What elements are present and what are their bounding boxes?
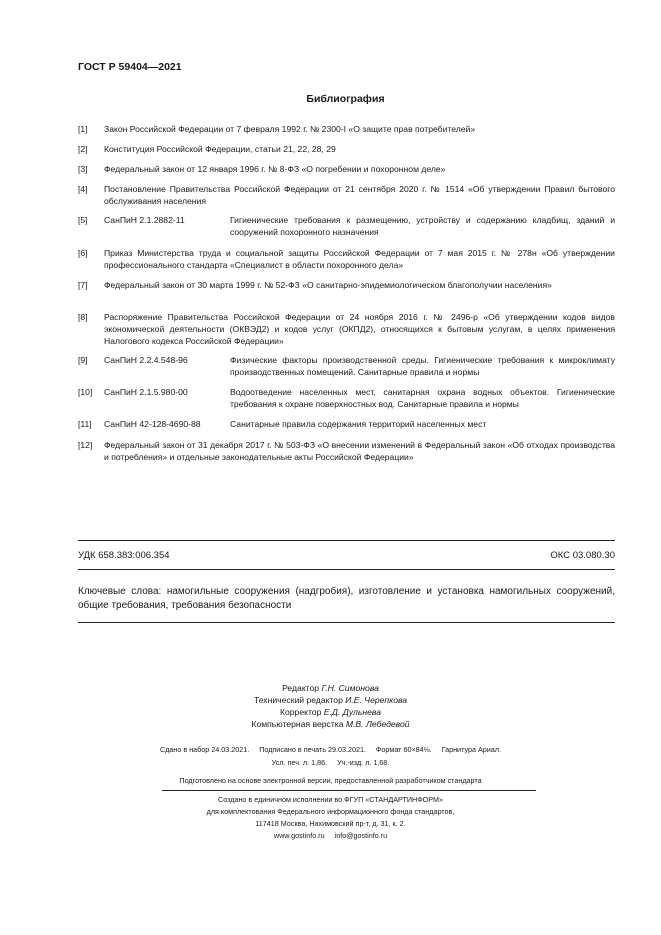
bibliography-item xyxy=(78,214,615,238)
ref-text: Федеральный закон от 31 декабря 2017 г. № 503-ФЗ «О внесении изменений в Федеральный закон «Об отходах производства и потребления» и отдельные законодательные акты Российской Федерации» xyxy=(104,440,615,462)
credit-proofreader: Корректор Е.Д. Дульнева xyxy=(279,707,382,717)
ref-text: Водоотведение населенных мест, санитарная охрана водных объектов. Гигиенические требования к охране поверхностных вод. Санитарные правила и нормы xyxy=(230,387,615,409)
ref-text: Санитарные правила содержания территорий населенных мест xyxy=(230,419,487,429)
ref-number: [2] xyxy=(78,144,88,154)
publisher-divider xyxy=(162,790,536,791)
ref-number: [1] xyxy=(78,124,88,134)
bibliography-item xyxy=(78,354,615,378)
ref-code: СанПиН 2.1.5.980-00 xyxy=(104,387,188,397)
ref-number: [12] xyxy=(78,440,93,450)
bibliography-item xyxy=(78,386,615,410)
ref-code: СанПиН 42-128-4690-88 xyxy=(104,419,201,429)
bibliography-item xyxy=(78,279,615,291)
ref-text: Постановление Правительства Российской Федерации от 21 сентября 2020 г. № 1514 «Об утверждении Правил бытового обслуживания населения xyxy=(104,184,615,206)
publisher-line1: Создано в единичном исполнении во ФГУП «СТАНДАРТИНФОРМ» xyxy=(218,795,443,804)
prepared-note: Подготовлено на основе электронной версии, предоставленной разработчиком стандарта xyxy=(179,776,482,785)
ref-code: СанПиН 2.2.4.548-96 xyxy=(104,355,188,365)
ref-number: [5] xyxy=(78,215,88,225)
ref-number: [9] xyxy=(78,355,88,365)
document-code: ГОСТ Р 59404—2021 xyxy=(78,61,182,73)
ref-number: [10] xyxy=(78,387,93,397)
publisher-line2: для комплектования Федерального информационного фонда стандартов, xyxy=(206,807,455,816)
bibliography-item xyxy=(78,311,615,347)
print-info-line2: Усл. печ. л. 1,86. Уч.-изд. л. 1,68. xyxy=(271,758,390,767)
ref-number: [7] xyxy=(78,280,88,290)
bibliography-item xyxy=(78,247,615,271)
credit-layout: Компьютерная верстка М.В. Лебедевой xyxy=(251,719,410,729)
ref-code: СанПиН 2.1.2882-11 xyxy=(104,215,185,225)
credit-editor: Редактор Г.Н. Симонова xyxy=(282,683,379,693)
divider-bottom xyxy=(78,622,615,623)
ref-text: Физические факторы производственной среды. Гигиенические требования к микроклимату производственных помещений. Санитарные правила и нормы xyxy=(230,355,615,377)
ref-text: Федеральный закон от 12 января 1996 г. № 8-ФЗ «О погребении и похоронном деле» xyxy=(104,164,446,174)
ref-number: [8] xyxy=(78,312,88,322)
credits xyxy=(0,682,661,730)
ref-number: [11] xyxy=(78,419,92,429)
udk-code: УДК 658.383:006.354 xyxy=(78,550,170,561)
oks-code: ОКС 03.080.30 xyxy=(550,550,615,561)
publisher-line4: www.gostinfo.ru info@gostinfo.ru xyxy=(273,831,388,840)
ref-number: [3] xyxy=(78,164,88,174)
print-info-line1: Сдано в набор 24.03.2021. Подписано в печать 29.03.2021. Формат 60×84⅛. Гарнитура Ариал. xyxy=(160,745,501,754)
bibliography-item xyxy=(78,143,615,155)
ref-text: Закон Российской Федерации от 7 февраля 1992 г. № 2300-I «О защите прав потребителей» xyxy=(104,124,476,134)
bibliography-title: Библиография xyxy=(306,93,385,105)
bibliography-item xyxy=(78,439,615,463)
credit-tech-editor: Технический редактор И.Е. Черепкова xyxy=(253,695,408,705)
keywords: Ключевые слова: намогильные сооружения (надгробия), изготовление и установка намогильных сооружений, общие требования, требования безопасности xyxy=(78,586,615,611)
ref-text: Распоряжение Правительства Российской Федерации от 24 ноября 2016 г. № 2496-р «Об утверждении кодов видов экономической деятельности (ОКВЭД2) и кодов услуг (ОКПД2), относящихся к бытовым услугам, в целях применения Налогового кодекса Российской Федерации» xyxy=(104,312,615,346)
divider-top xyxy=(78,540,615,541)
publisher-line3: 117418 Москва, Нахимовский пр-т, д. 31, к. 2. xyxy=(255,819,406,828)
ref-text: Гигиенические требования к размещению, устройству и содержанию кладбищ, зданий и сооружений похоронного назначения xyxy=(230,215,615,237)
divider-middle xyxy=(78,569,615,570)
ref-text: Конституция Российской Федерации, статьи 21, 22, 28, 29 xyxy=(104,144,336,154)
bibliography-item xyxy=(78,123,615,135)
ref-text: Приказ Министерства труда и социальной защиты Российской Федерации от 7 мая 2015 г. № 278н «Об утверждении профессионального стандарта «Специалист в области похоронного дела» xyxy=(104,248,615,270)
bibliography-item xyxy=(78,183,615,207)
bibliography-item xyxy=(78,418,615,430)
ref-number: [6] xyxy=(78,248,88,258)
bibliography-item xyxy=(78,163,615,175)
ref-number: [4] xyxy=(78,184,88,194)
ref-text: Федеральный закон от 30 марта 1999 г. № 52-ФЗ «О санитарно-эпидемиологическом благополучии населения» xyxy=(104,280,552,290)
